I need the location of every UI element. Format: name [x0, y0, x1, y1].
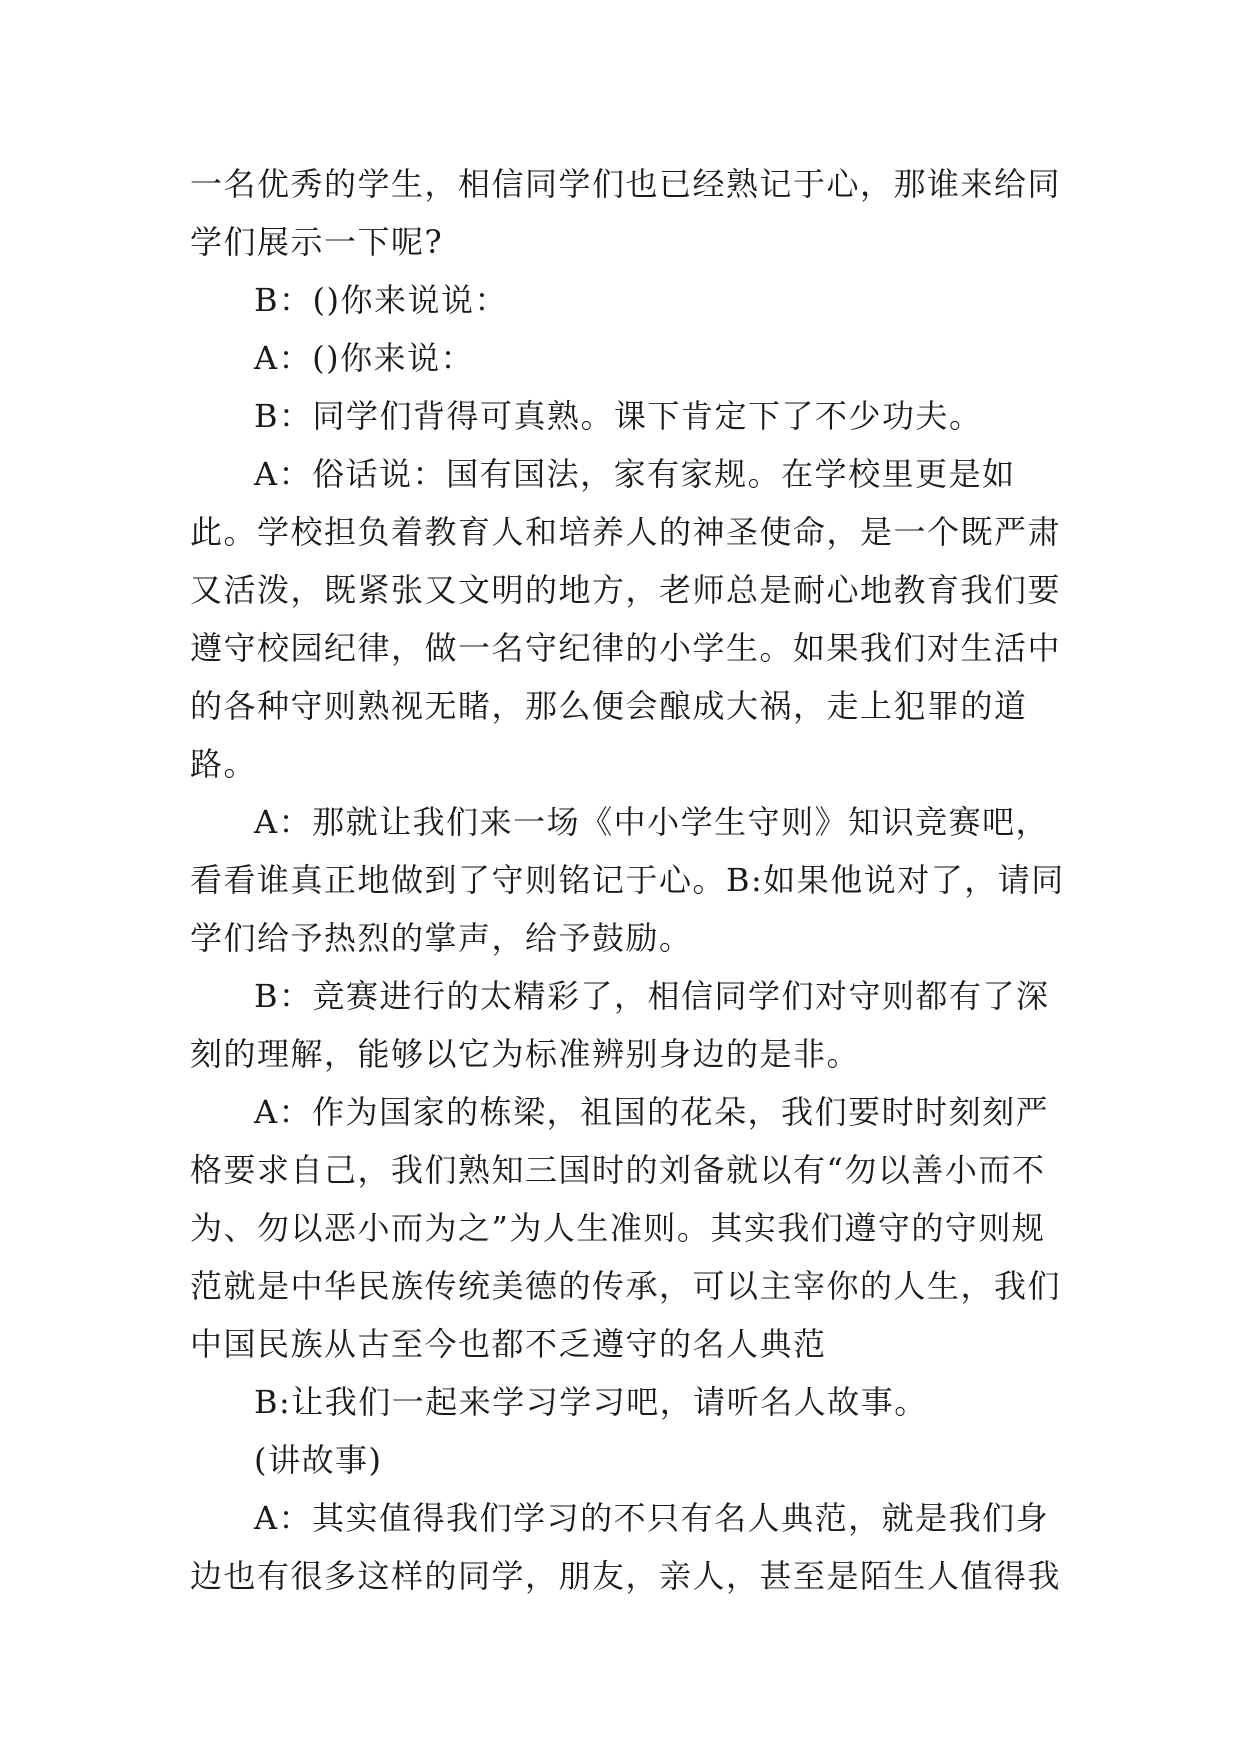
- paragraph: B：竞赛进行的太精彩了，相信同学们对守则都有了深刻的理解，能够以它为标准辨别身边的是非。: [190, 977, 1050, 1073]
- paragraph: B:让我们一起来学习学习吧，请听名人故事。: [254, 1383, 928, 1421]
- paragraph: A：其实值得我们学习的不只有名人典范，就是我们身边也有很多这样的同学，朋友，亲人，甚至是陌生人值得我: [190, 1499, 1062, 1595]
- paragraph: (讲故事): [254, 1441, 383, 1479]
- document-body: [190, 155, 1070, 1605]
- paragraph: A：()你来说：: [254, 339, 475, 377]
- paragraph: 一名优秀的学生，相信同学们也已经熟记于心，那谁来给同学们展示一下呢?: [190, 165, 1062, 261]
- paragraph: A：作为国家的栋梁，祖国的花朵，我们要时时刻刻严格要求自己，我们熟知三国时的刘备就以有“勿以善小而不为、勿以恶小而为之”为人生准则。其实我们遵守的守则规范就是中华民族传统美德的传承，可以主宰你的人生，我们中国民族从古至今也都不乏遵守的名人典范: [190, 1093, 1062, 1363]
- paragraph: A：那就让我们来一场《中小学生守则》知识竞赛吧，看看谁真正地做到了守则铭记于心。B:如果他说对了，请同学们给予热烈的掌声，给予鼓励。: [190, 803, 1065, 957]
- paragraph: B：同学们背得可真熟。课下肯定下了不少功夫。: [254, 397, 983, 435]
- paragraph: A：俗话说：国有国法，家有家规。在学校里更是如此。学校担负着教育人和培养人的神圣使命，是一个既严肃又活泼，既紧张又文明的地方，老师总是耐心地教育我们要遵守校园纪律，做一名守纪律的小学生。如果我们对生活中的各种守则熟视无睹，那么便会酿成大祸，走上犯罪的道路。: [190, 455, 1062, 783]
- paragraph: B：()你来说说：: [254, 281, 508, 319]
